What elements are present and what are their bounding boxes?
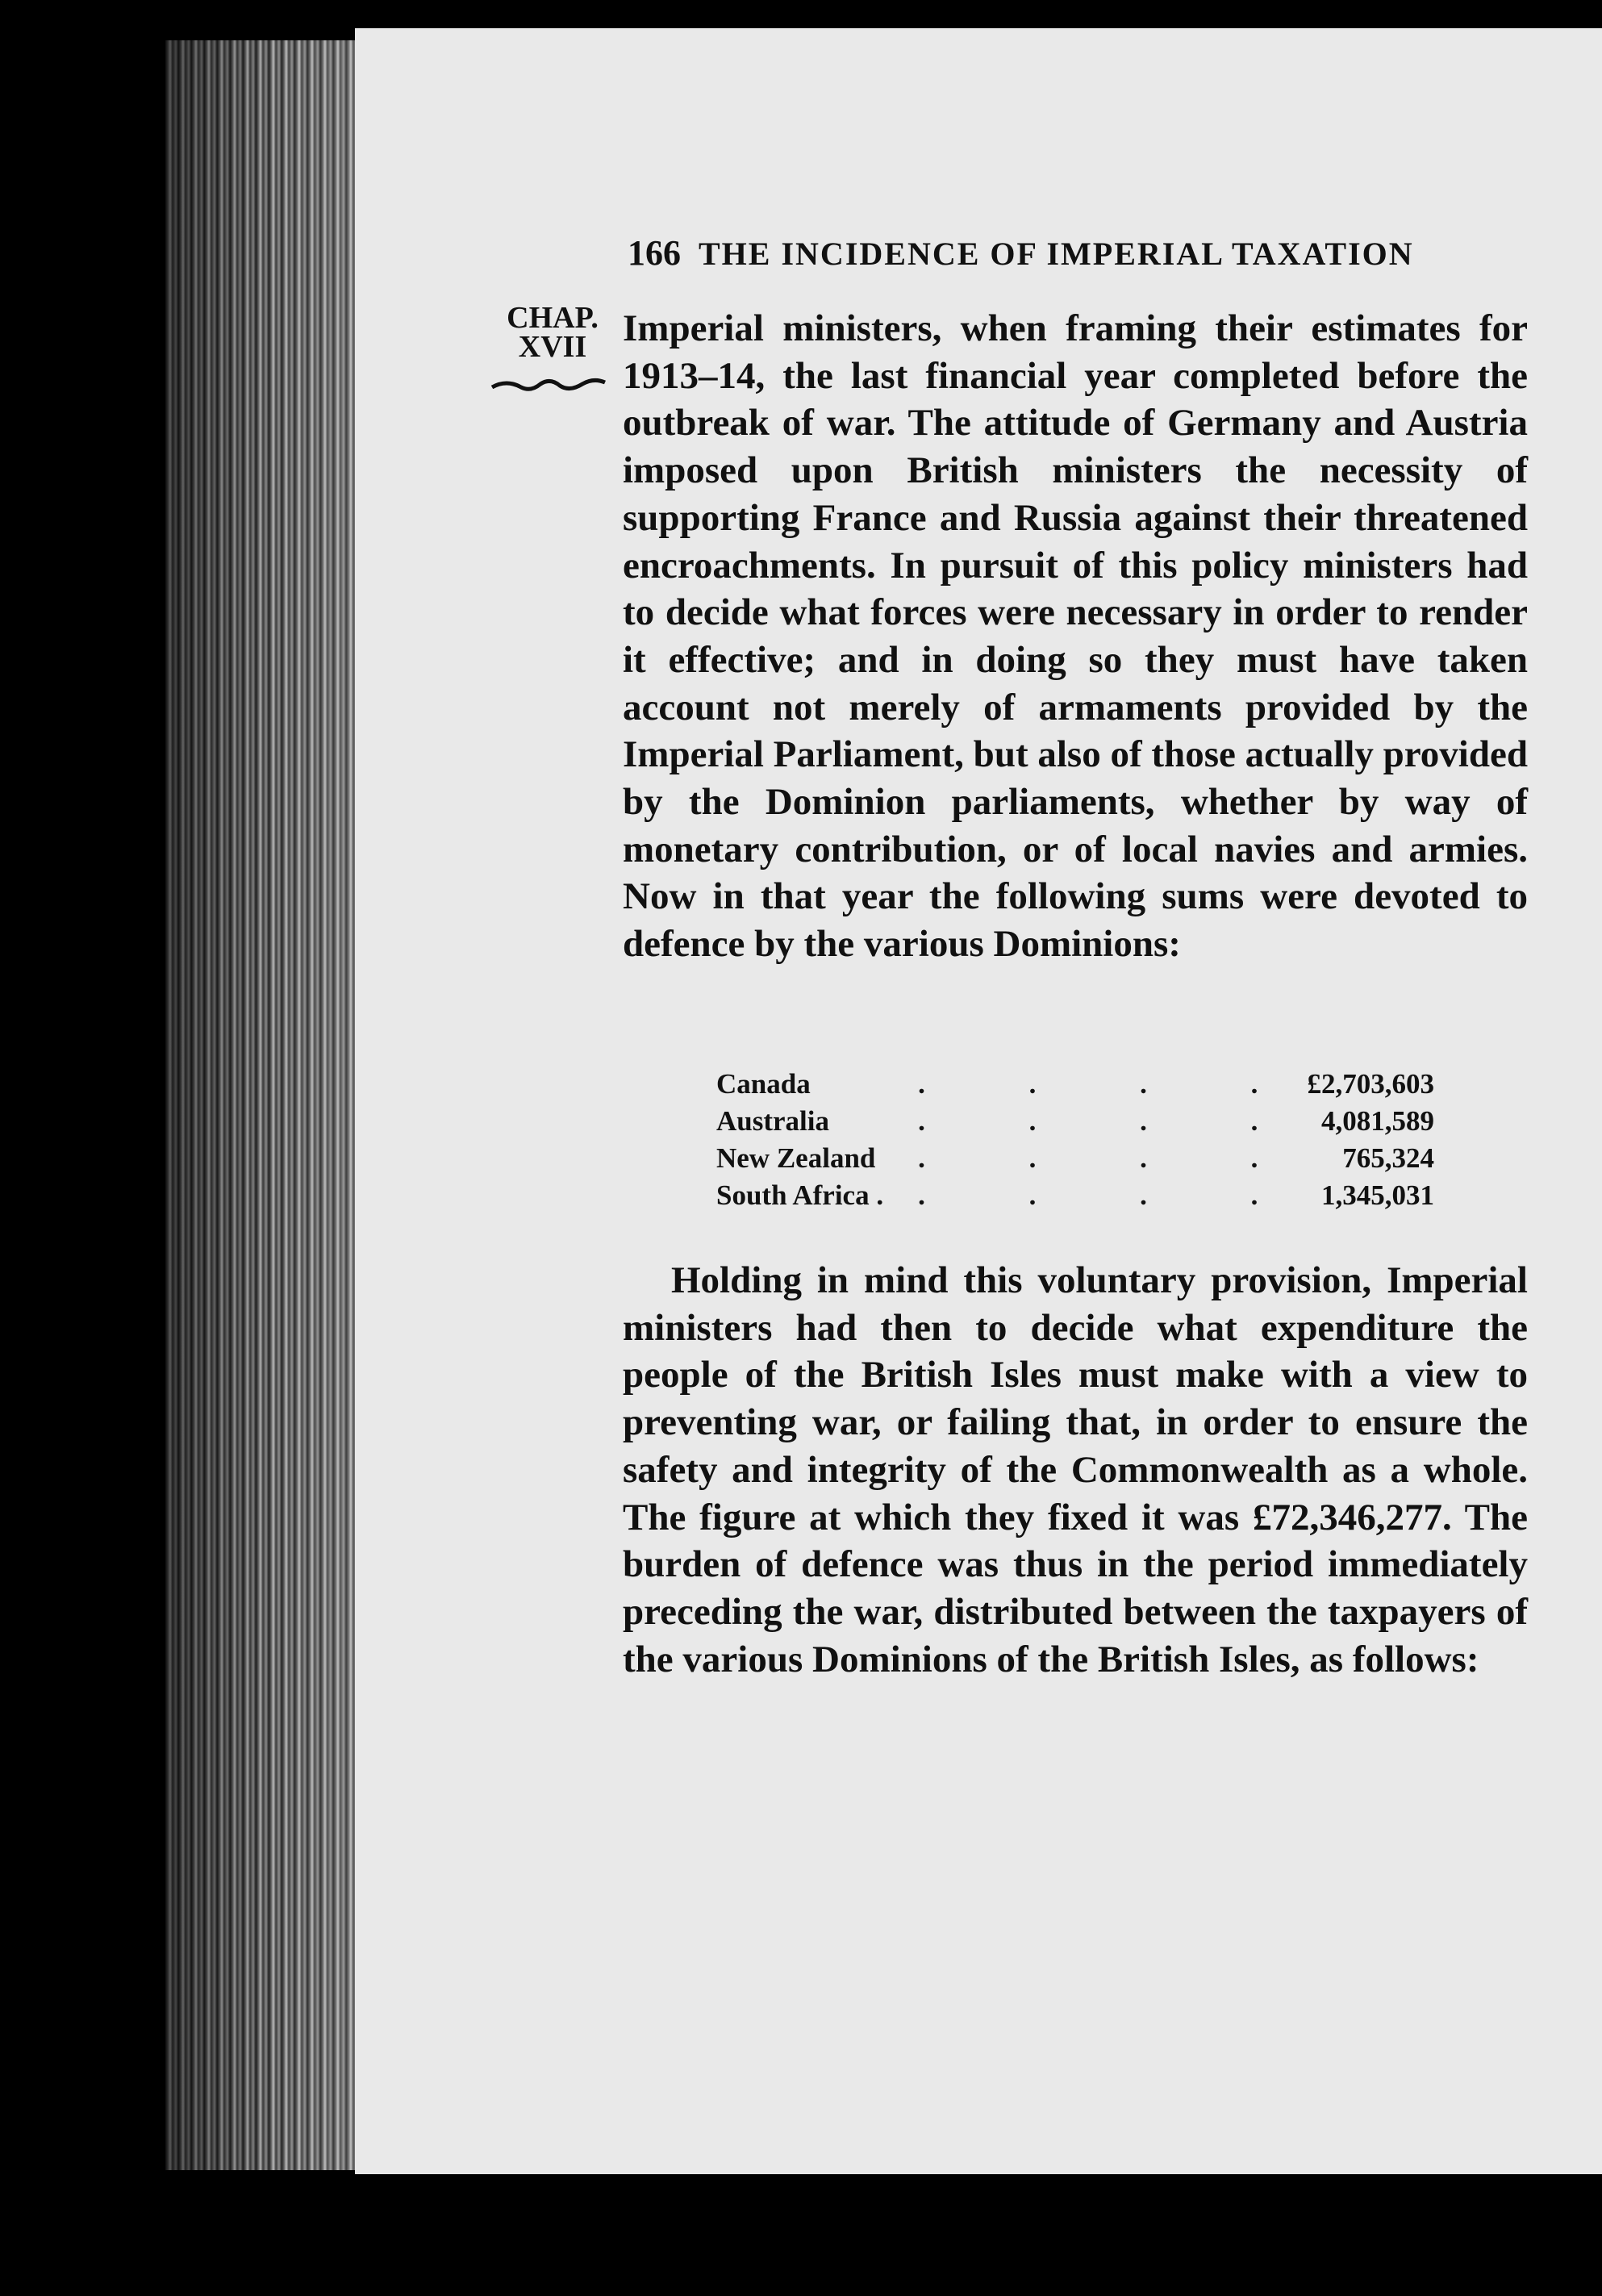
dot-leader: . . . . bbox=[918, 1105, 1307, 1137]
defence-amount: 4,081,589 bbox=[1321, 1105, 1434, 1137]
defence-sums-table bbox=[716, 1068, 1434, 1217]
defence-amount: 765,324 bbox=[1342, 1142, 1434, 1174]
defence-amount: 1,345,031 bbox=[1321, 1179, 1434, 1211]
body-paragraph: Holding in mind this voluntary provision, Imperial ministers had then to decide what expenditure the people of the British Isles must make with a view to preventing war, or failing that, in order to ensure the safety and integrity of the Commonwealth as a whole. The figure at which they fixed it was £72,346,277. The burden of defence was thus in the period immediately preceding the war, distributed between the taxpayers of the various Dominions of the British Isles, as follows: bbox=[623, 1259, 1528, 1680]
dominion-name: Canada bbox=[716, 1068, 811, 1100]
dominion-name: Australia bbox=[716, 1105, 829, 1137]
table-row bbox=[716, 1179, 1434, 1217]
dot-leader: . . . . bbox=[918, 1179, 1307, 1211]
book-page-edges bbox=[165, 40, 359, 2170]
table-row bbox=[716, 1142, 1434, 1179]
chapter-marker bbox=[492, 301, 613, 364]
running-title: THE INCIDENCE OF IMPERIAL TAXATION bbox=[699, 236, 1414, 272]
body-paragraph: Imperial ministers, when framing their estimates for 1913–14, the last financial year completed before the outbreak of war. The attitude of Germany and Austria imposed upon British ministers the necessity of supporting France and Russia against their threatened encroachments. In pursuit of this policy ministers had to decide what forces were necessary in order to render it effective; and in doing so they must have taken account not merely of armaments provided by the Imperial Parliament, but also of those actually provided by the Dominion parliaments, whether by way of monetary contribution, or of local navies and armies. Now in that year the following sums were devoted to defence by the various Dominions: bbox=[623, 307, 1528, 966]
defence-amount: £2,703,603 bbox=[1307, 1068, 1434, 1100]
page-number: 166 bbox=[628, 233, 681, 273]
dot-leader: . . . . bbox=[918, 1142, 1307, 1174]
dominion-name: New Zealand bbox=[716, 1142, 876, 1174]
chapter-number: XVII bbox=[518, 330, 587, 364]
running-header bbox=[628, 232, 1450, 273]
chapter-label: CHAP. bbox=[507, 301, 599, 335]
dot-leader: . . . . bbox=[918, 1068, 1307, 1100]
chapter-flourish-icon bbox=[489, 371, 610, 395]
table-row bbox=[716, 1068, 1434, 1105]
dominion-name: South Africa . bbox=[716, 1179, 884, 1211]
table-row bbox=[716, 1105, 1434, 1142]
